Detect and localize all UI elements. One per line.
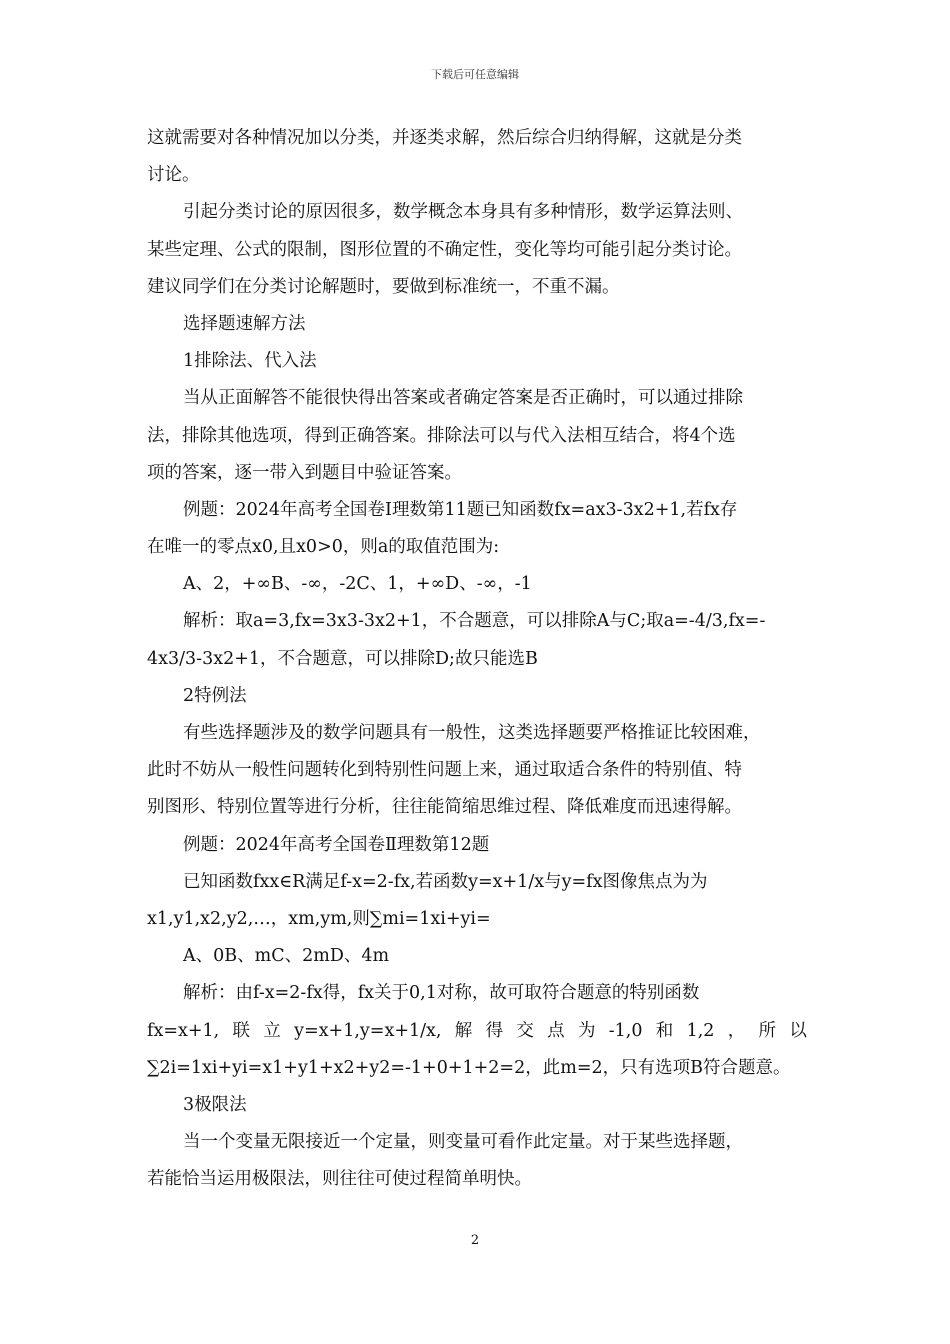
subsection-heading: 1排除法、代入法 [183, 351, 317, 372]
word: 以 [789, 1020, 807, 1041]
paragraph-line: 法，排除其他选项，得到正确答案。排除法可以与代入法相互结合，将4个选 [147, 425, 736, 446]
word: 所 [758, 1020, 777, 1041]
word: 联 [232, 1020, 251, 1041]
word: 1,2 [686, 1020, 715, 1041]
paragraph-line: 当一个变量无限接近一个定量，则变量可看作此定量。对于某些选择题， [183, 1132, 743, 1153]
paragraph-line: 若能恰当运用极限法，则往往可使过程简单明快。 [147, 1169, 532, 1190]
subsection-heading: 2特例法 [183, 685, 247, 706]
paragraph-line: 某些定理、公式的限制，图形位置的不确定性，变化等均可能引起分类讨论。 [147, 239, 742, 260]
word: 得 [485, 1020, 504, 1041]
paragraph-line: 这就需要对各种情况加以分类，并逐类求解，然后综合归纳得解，这就是分类 [147, 128, 742, 148]
solution-line: 解析：由f-x=2-fx得，fx关于0,1对称，故可取符合题意的特别函数 [183, 983, 700, 1004]
paragraph-line: 建议同学们在分类讨论解题时，要做到标准统一，不重不漏。 [147, 276, 620, 297]
paragraph-line: 别图形、特别位置等进行分析，往往能简缩思维过程、降低难度而迅速得解。 [147, 797, 742, 818]
example-line: 在唯一的零点x0,且x0>0，则a的取值范围为: [147, 537, 500, 558]
word: ， [727, 1020, 746, 1041]
word: 点 [547, 1020, 565, 1041]
paragraph-line: 有些选择题涉及的数学问题具有一般性，这类选择题要严格推证比较困难， [183, 723, 761, 743]
solution-line: ∑2i=1xi+yi=x1+y1+x2+y2=-1+0+1+2=2，此m=2，只有选项B符合题意。 [147, 1057, 791, 1078]
solution-line: 4x3/3-3x2+1，不合题意，可以排除D;故只能选B [147, 648, 538, 669]
subsection-heading: 3极限法 [183, 1094, 247, 1115]
example-line: 例题：2024年高考全国卷Ⅰ理数第11题已知函数fx=ax3-3x2+1,若fx存 [183, 499, 738, 520]
example-line: x1,y1,x2,y2,…，xm,ym,则∑mi=1xi+yi= [147, 908, 491, 929]
paragraph-line: 讨论。 [147, 165, 200, 186]
word: 为 [577, 1020, 596, 1041]
word: -1,0 [608, 1020, 643, 1041]
word: 交 [516, 1020, 534, 1041]
document-body [147, 120, 807, 1198]
word: 解 [454, 1020, 473, 1041]
example-line: 例题：2024年高考全国卷Ⅱ理数第12题 [183, 834, 490, 855]
section-heading: 选择题速解方法 [183, 313, 306, 334]
paragraph-line: 项的答案，逐一带入到题目中验证答案。 [147, 462, 462, 483]
word: fx=x+1, [147, 1020, 220, 1041]
options-line: A、0B、mC、2mD、4m [183, 946, 390, 967]
word: 立 [263, 1020, 281, 1041]
word: 和 [655, 1020, 674, 1041]
solution-line-justified [147, 1013, 807, 1050]
paragraph-line: 引起分类讨论的原因很多，数学概念本身具有多种情形，数学运算法则、 [183, 202, 743, 223]
word: y=x+1,y=x+1/x, [294, 1020, 442, 1041]
page-header: 下载后可任意编辑 [431, 68, 519, 81]
options-line: A、2，+∞B、-∞，-2C、1，+∞D、-∞，-1 [183, 574, 532, 595]
solution-line: 解析：取a=3,fx=3x3-3x2+1，不合题意，可以排除A与C;取a=-4/3,fx=- [183, 611, 766, 632]
paragraph-line: 当从正面解答不能很快得出答案或者确定答案是否正确时，可以通过排除 [183, 388, 743, 409]
paragraph-line: 此时不妨从一般性问题转化到特别性问题上来，通过取适合条件的特别值、特 [147, 760, 742, 781]
page-number: 2 [470, 1233, 480, 1248]
example-line: 已知函数fxx∈R满足f-x=2-fx,若函数y=x+1/x与y=fx图像焦点为为 [183, 871, 708, 892]
